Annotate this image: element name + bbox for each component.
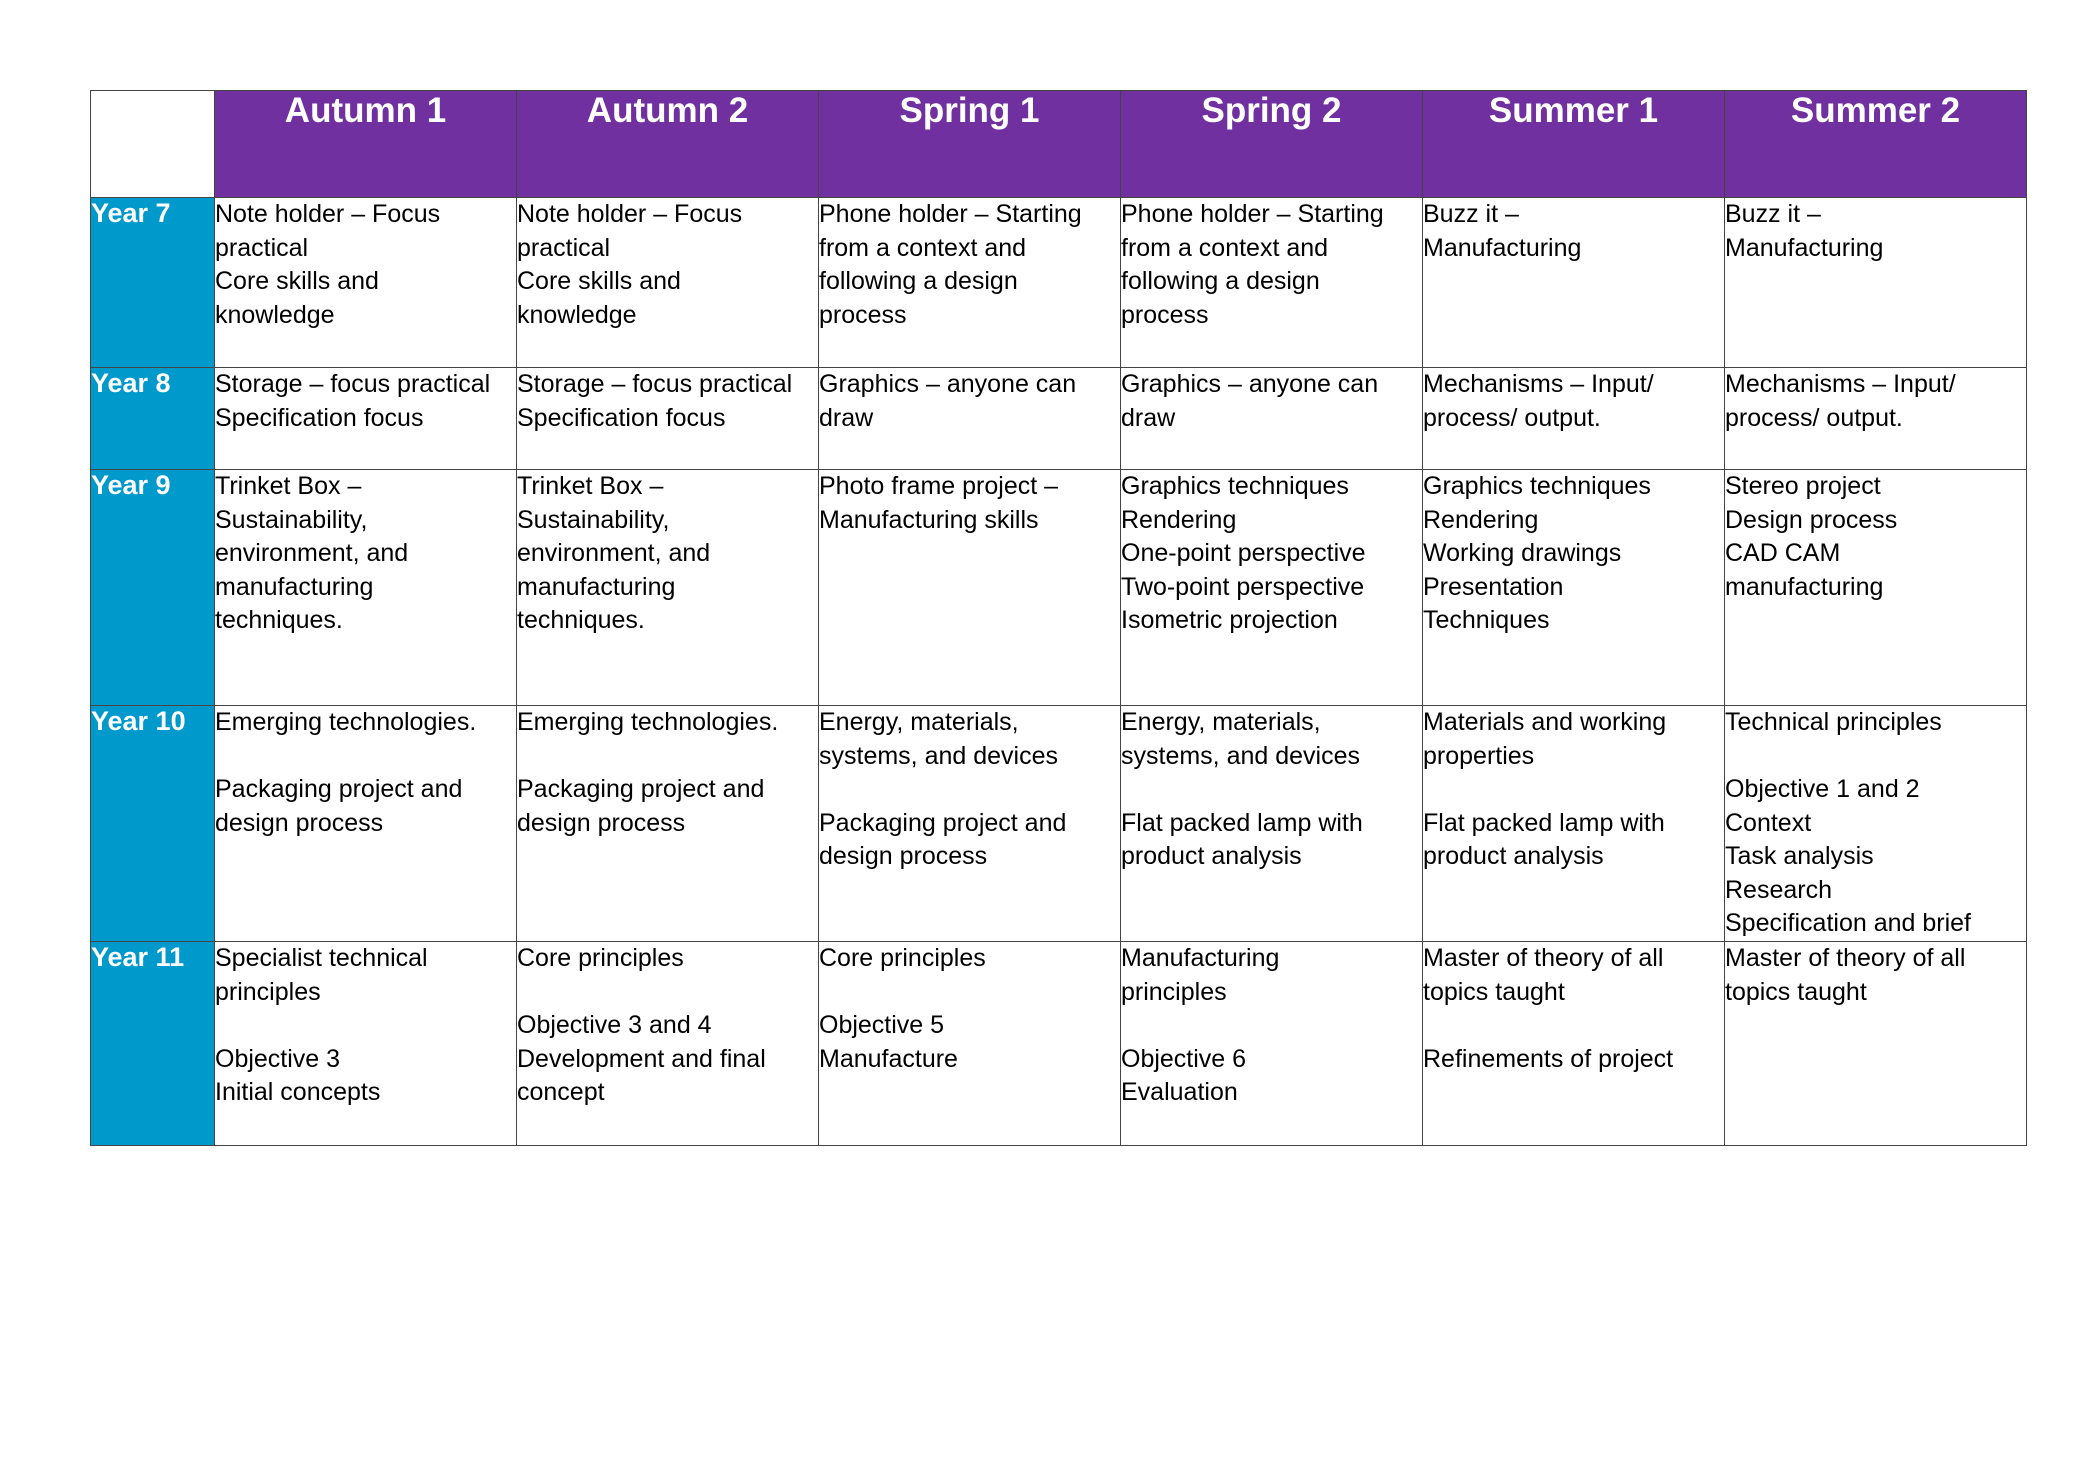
topic-line: Note holder – Focus bbox=[517, 200, 743, 228]
topic-line: principles bbox=[1121, 977, 1227, 1006]
topic-line: manufacturing bbox=[1725, 572, 1884, 601]
topic-line: Flat packed lamp with bbox=[1121, 808, 1363, 837]
term-header-row bbox=[91, 91, 2027, 198]
term-header-spring-1: Spring 1 bbox=[819, 91, 1121, 198]
topic-line: CAD CAM bbox=[1725, 539, 1841, 567]
topic-line: Sustainability, bbox=[517, 505, 670, 534]
topic-line: Manufacturing bbox=[1423, 233, 1582, 262]
topic-cell-summer-1 bbox=[1423, 706, 1725, 942]
topic-cell-autumn-2 bbox=[517, 942, 819, 1146]
topic-line: Manufacturing skills bbox=[819, 505, 1039, 534]
term-header-autumn-1: Autumn 1 bbox=[215, 91, 517, 198]
topic-cell-autumn-1 bbox=[215, 942, 517, 1146]
topic-line: Photo frame project – bbox=[819, 472, 1059, 500]
topic-line: Storage – focus practical bbox=[215, 370, 491, 398]
topic-line: principles bbox=[215, 977, 321, 1006]
topic-line: Design process bbox=[1725, 505, 1898, 534]
term-header-summer-1: Summer 1 bbox=[1423, 91, 1725, 198]
topic-line: design process bbox=[215, 808, 384, 837]
topic-cell-summer-2 bbox=[1725, 198, 2027, 368]
topic-line: Energy, materials, bbox=[1121, 708, 1321, 736]
topic-line: Initial concepts bbox=[215, 1078, 381, 1106]
topic-line: One-point perspective bbox=[1121, 539, 1366, 567]
topic-line bbox=[1725, 740, 2026, 774]
topic-line: practical bbox=[517, 233, 611, 262]
table-row bbox=[91, 368, 2027, 470]
topic-line: draw bbox=[819, 403, 874, 432]
topic-line: Core skills and bbox=[215, 267, 379, 295]
topic-line: knowledge bbox=[517, 300, 637, 329]
year-label: Year 11 bbox=[91, 942, 215, 1146]
topic-line: following a design bbox=[819, 267, 1018, 295]
topic-line: Specialist technical bbox=[215, 944, 428, 972]
topic-line: Objective 3 bbox=[215, 1044, 341, 1073]
topic-line bbox=[215, 740, 516, 774]
topic-line: Specification focus bbox=[517, 403, 726, 432]
topic-line: topics taught bbox=[1725, 977, 1867, 1006]
topic-line: draw bbox=[1121, 403, 1176, 432]
topic-line: Buzz it – bbox=[1725, 200, 1821, 228]
topic-line: properties bbox=[1423, 741, 1535, 770]
topic-cell-spring-1 bbox=[819, 368, 1121, 470]
topic-cell-spring-2 bbox=[1121, 706, 1423, 942]
table-row bbox=[91, 470, 2027, 706]
topic-line: product analysis bbox=[1423, 842, 1604, 870]
topic-line: Note holder – Focus bbox=[215, 200, 441, 228]
topic-line: Master of theory of all bbox=[1725, 944, 1966, 972]
topic-cell-autumn-1 bbox=[215, 706, 517, 942]
topic-line: Buzz it – bbox=[1423, 200, 1519, 228]
topic-cell-autumn-2 bbox=[517, 368, 819, 470]
topic-line: Phone holder – Starting bbox=[1121, 200, 1384, 228]
topic-line: manufacturing bbox=[517, 572, 676, 601]
topic-line bbox=[819, 976, 1120, 1010]
topic-line: Rendering bbox=[1121, 505, 1237, 534]
topic-line: Flat packed lamp with bbox=[1423, 808, 1665, 837]
topic-cell-autumn-1 bbox=[215, 470, 517, 706]
topic-line: practical bbox=[215, 233, 309, 262]
topic-line: Specification focus bbox=[215, 403, 424, 432]
topic-line: Task analysis bbox=[1725, 842, 1874, 870]
topic-line: Working drawings bbox=[1423, 539, 1622, 567]
topic-line: environment, and bbox=[517, 539, 711, 567]
topic-line: process bbox=[1121, 300, 1209, 329]
topic-line: Packaging project and bbox=[819, 808, 1067, 837]
year-label: Year 8 bbox=[91, 368, 215, 470]
topic-line: Objective 1 and 2 bbox=[1725, 775, 1920, 803]
table-row bbox=[91, 198, 2027, 368]
topic-line: Evaluation bbox=[1121, 1078, 1238, 1106]
topic-line: Development and final bbox=[517, 1044, 766, 1073]
table-row bbox=[91, 706, 2027, 942]
topic-cell-autumn-2 bbox=[517, 706, 819, 942]
term-header-summer-2: Summer 2 bbox=[1725, 91, 2027, 198]
topic-line: Graphics – anyone can bbox=[1121, 370, 1379, 398]
topic-line: Mechanisms – Input/ bbox=[1725, 370, 1956, 398]
topic-cell-autumn-1 bbox=[215, 198, 517, 368]
topic-line: Sustainability, bbox=[215, 505, 368, 534]
year-label: Year 9 bbox=[91, 470, 215, 706]
topic-line: following a design bbox=[1121, 267, 1320, 295]
corner-cell bbox=[91, 91, 215, 198]
topic-line bbox=[517, 976, 818, 1010]
topic-cell-spring-2 bbox=[1121, 198, 1423, 368]
topic-line: Specification and brief bbox=[1725, 909, 1971, 937]
topic-line: Isometric projection bbox=[1121, 606, 1338, 634]
topic-line: Emerging technologies. bbox=[517, 708, 779, 736]
topic-line bbox=[1423, 773, 1724, 807]
topic-line: Phone holder – Starting bbox=[819, 200, 1082, 228]
topic-cell-summer-2 bbox=[1725, 706, 2027, 942]
topic-line bbox=[819, 773, 1120, 807]
topic-line: process bbox=[819, 300, 907, 329]
topic-line: design process bbox=[819, 842, 988, 870]
topic-line bbox=[215, 1009, 516, 1043]
topic-line: Manufacture bbox=[819, 1044, 958, 1073]
topic-line: Energy, materials, bbox=[819, 708, 1019, 736]
topic-cell-spring-1 bbox=[819, 470, 1121, 706]
topic-line: Manufacturing bbox=[1121, 944, 1280, 972]
topic-line: knowledge bbox=[215, 300, 335, 329]
topic-cell-summer-1 bbox=[1423, 942, 1725, 1146]
year-label: Year 7 bbox=[91, 198, 215, 368]
topic-line: Objective 3 and 4 bbox=[517, 1011, 712, 1039]
topic-cell-spring-1 bbox=[819, 706, 1121, 942]
topic-cell-summer-2 bbox=[1725, 368, 2027, 470]
topic-line: techniques. bbox=[517, 606, 645, 634]
topic-cell-autumn-2 bbox=[517, 470, 819, 706]
topic-line: Two-point perspective bbox=[1121, 572, 1365, 601]
topic-line: Packaging project and bbox=[215, 775, 463, 803]
topic-line: Technical principles bbox=[1725, 708, 1942, 736]
topic-line: Emerging technologies. bbox=[215, 708, 477, 736]
topic-line: Storage – focus practical bbox=[517, 370, 793, 398]
topic-line bbox=[1423, 1009, 1724, 1043]
topic-line: Graphics techniques bbox=[1423, 472, 1651, 500]
topic-line: Core principles bbox=[517, 944, 684, 972]
topic-line: Core skills and bbox=[517, 267, 681, 295]
topic-line: manufacturing bbox=[215, 572, 374, 601]
topic-line: Packaging project and bbox=[517, 775, 765, 803]
topic-line: Manufacturing bbox=[1725, 233, 1884, 262]
year-label: Year 10 bbox=[91, 706, 215, 942]
topic-line: process/ output. bbox=[1423, 403, 1601, 432]
topic-line: techniques. bbox=[215, 606, 343, 634]
topic-line: topics taught bbox=[1423, 977, 1565, 1006]
topic-cell-spring-2 bbox=[1121, 470, 1423, 706]
topic-line: Graphics techniques bbox=[1121, 472, 1349, 500]
topic-line: Graphics – anyone can bbox=[819, 370, 1077, 398]
topic-line: Objective 6 bbox=[1121, 1044, 1247, 1073]
topic-line: Core principles bbox=[819, 944, 986, 972]
topic-cell-spring-2 bbox=[1121, 942, 1423, 1146]
topic-line: Context bbox=[1725, 808, 1812, 837]
topic-line: Trinket Box – bbox=[517, 472, 664, 500]
topic-cell-spring-1 bbox=[819, 942, 1121, 1146]
topic-line: Objective 5 bbox=[819, 1011, 945, 1039]
term-header-autumn-2: Autumn 2 bbox=[517, 91, 819, 198]
topic-line: Trinket Box – bbox=[215, 472, 362, 500]
topic-line: Master of theory of all bbox=[1423, 944, 1664, 972]
topic-line: concept bbox=[517, 1078, 605, 1106]
topic-line bbox=[517, 740, 818, 774]
topic-line bbox=[1121, 1009, 1422, 1043]
topic-line: from a context and bbox=[819, 233, 1027, 262]
table-row bbox=[91, 942, 2027, 1146]
topic-cell-summer-1 bbox=[1423, 470, 1725, 706]
topic-cell-spring-2 bbox=[1121, 368, 1423, 470]
topic-line: Stereo project bbox=[1725, 472, 1881, 500]
topic-line: Rendering bbox=[1423, 505, 1539, 534]
curriculum-table bbox=[90, 90, 2027, 1146]
topic-cell-autumn-2 bbox=[517, 198, 819, 368]
topic-cell-spring-1 bbox=[819, 198, 1121, 368]
topic-line: from a context and bbox=[1121, 233, 1329, 262]
topic-line: Presentation bbox=[1423, 572, 1564, 601]
term-header-spring-2: Spring 2 bbox=[1121, 91, 1423, 198]
topic-cell-summer-1 bbox=[1423, 368, 1725, 470]
topic-cell-summer-2 bbox=[1725, 942, 2027, 1146]
topic-line: Refinements of project bbox=[1423, 1044, 1674, 1073]
topic-line: systems, and devices bbox=[819, 741, 1058, 770]
topic-line: Mechanisms – Input/ bbox=[1423, 370, 1654, 398]
topic-line bbox=[1121, 773, 1422, 807]
topic-line: design process bbox=[517, 808, 686, 837]
topic-line: systems, and devices bbox=[1121, 741, 1360, 770]
topic-cell-summer-1 bbox=[1423, 198, 1725, 368]
topic-line: environment, and bbox=[215, 539, 409, 567]
topic-line: process/ output. bbox=[1725, 403, 1903, 432]
topic-line: product analysis bbox=[1121, 842, 1302, 870]
topic-line: Research bbox=[1725, 875, 1832, 904]
topic-line: Techniques bbox=[1423, 606, 1550, 634]
topic-cell-autumn-1 bbox=[215, 368, 517, 470]
topic-cell-summer-2 bbox=[1725, 470, 2027, 706]
topic-line: Materials and working bbox=[1423, 708, 1667, 736]
curriculum-page bbox=[90, 90, 2026, 1146]
